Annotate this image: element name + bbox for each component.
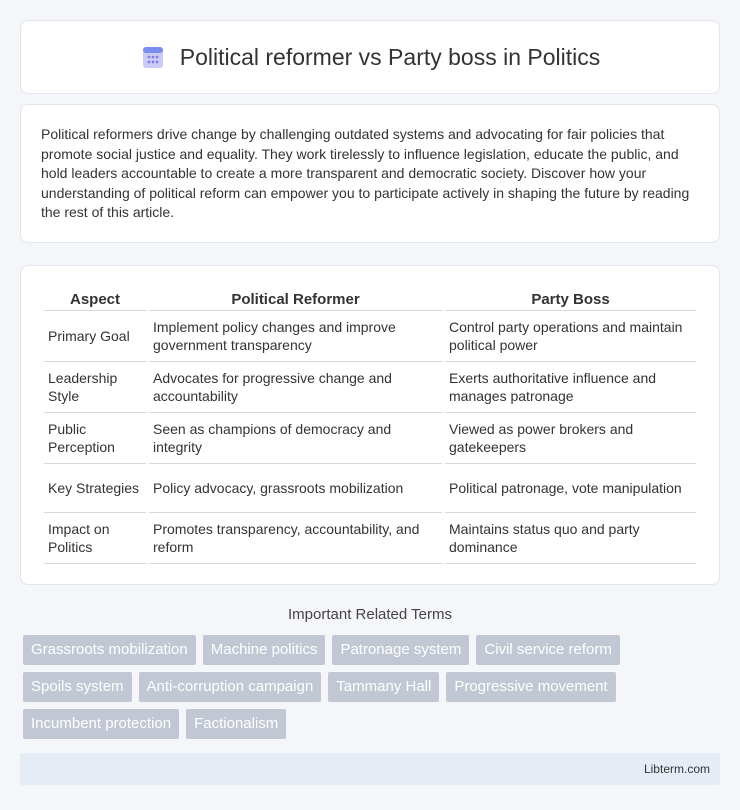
table-cell: Public Perception xyxy=(44,413,146,464)
document-icon xyxy=(140,44,166,70)
page-title: Political reformer vs Party boss in Politics xyxy=(179,43,601,70)
related-term-tag[interactable]: Tammany Hall xyxy=(328,672,439,702)
intro-text: Political reformers drive change by challenging outdated systems and advocating for fair policies that promote social justice and equality. They work tirelessly to influence legislation, educate the public, and hold leaders accountable to create a more transparent and democratic society. Discover how your understanding of political reform can empower you to participate actively in shaping the future by reading the rest of this article. xyxy=(41,126,690,220)
table-cell: Policy advocacy, grassroots mobilization xyxy=(149,464,442,513)
title-card xyxy=(20,20,720,94)
related-term-tag[interactable]: Civil service reform xyxy=(476,635,620,665)
related-term-tag[interactable]: Factionalism xyxy=(186,709,286,739)
related-term-tag[interactable]: Spoils system xyxy=(23,672,132,702)
table-cell: Promotes transparency, accountability, and reform xyxy=(149,513,442,564)
comparison-table xyxy=(41,286,699,564)
table-cell: Primary Goal xyxy=(44,311,146,362)
related-term-tag[interactable]: Grassroots mobilization xyxy=(23,635,196,665)
table-row xyxy=(44,413,696,464)
related-terms-title: Important Related Terms xyxy=(288,606,452,623)
table-header-row xyxy=(44,286,696,311)
related-term-tag[interactable]: Patronage system xyxy=(332,635,469,665)
footer-site-link[interactable]: Libterm.com xyxy=(643,762,710,776)
related-term-tag[interactable]: Incumbent protection xyxy=(23,709,179,739)
table-row xyxy=(44,311,696,362)
table-cell: Impact on Politics xyxy=(44,513,146,564)
column-header-political-reformer: Political Reformer xyxy=(149,286,442,311)
related-term-tag[interactable]: Anti-corruption campaign xyxy=(139,672,322,702)
column-header-party-boss: Party Boss xyxy=(445,286,696,311)
footer xyxy=(20,753,720,785)
table-cell: Implement policy changes and improve government transparency xyxy=(149,311,442,362)
table-cell: Key Strategies xyxy=(44,464,146,513)
related-term-tag[interactable]: Machine politics xyxy=(203,635,326,665)
related-term-tag[interactable]: Progressive movement xyxy=(446,672,615,702)
comparison-table-card xyxy=(20,265,720,585)
table-cell: Seen as champions of democracy and integrity xyxy=(149,413,442,464)
table-row xyxy=(44,464,696,513)
table-row xyxy=(44,362,696,413)
column-header-aspect: Aspect xyxy=(44,286,146,311)
table-cell: Control party operations and maintain political power xyxy=(445,311,696,362)
table-cell: Exerts authoritative influence and manages patronage xyxy=(445,362,696,413)
related-terms-list xyxy=(20,635,720,739)
table-cell: Political patronage, vote manipulation xyxy=(445,464,696,513)
intro-card xyxy=(20,104,720,243)
table-cell: Maintains status quo and party dominance xyxy=(445,513,696,564)
table-cell: Advocates for progressive change and accountability xyxy=(149,362,442,413)
table-row xyxy=(44,513,696,564)
table-cell: Viewed as power brokers and gatekeepers xyxy=(445,413,696,464)
table-cell: Leadership Style xyxy=(44,362,146,413)
